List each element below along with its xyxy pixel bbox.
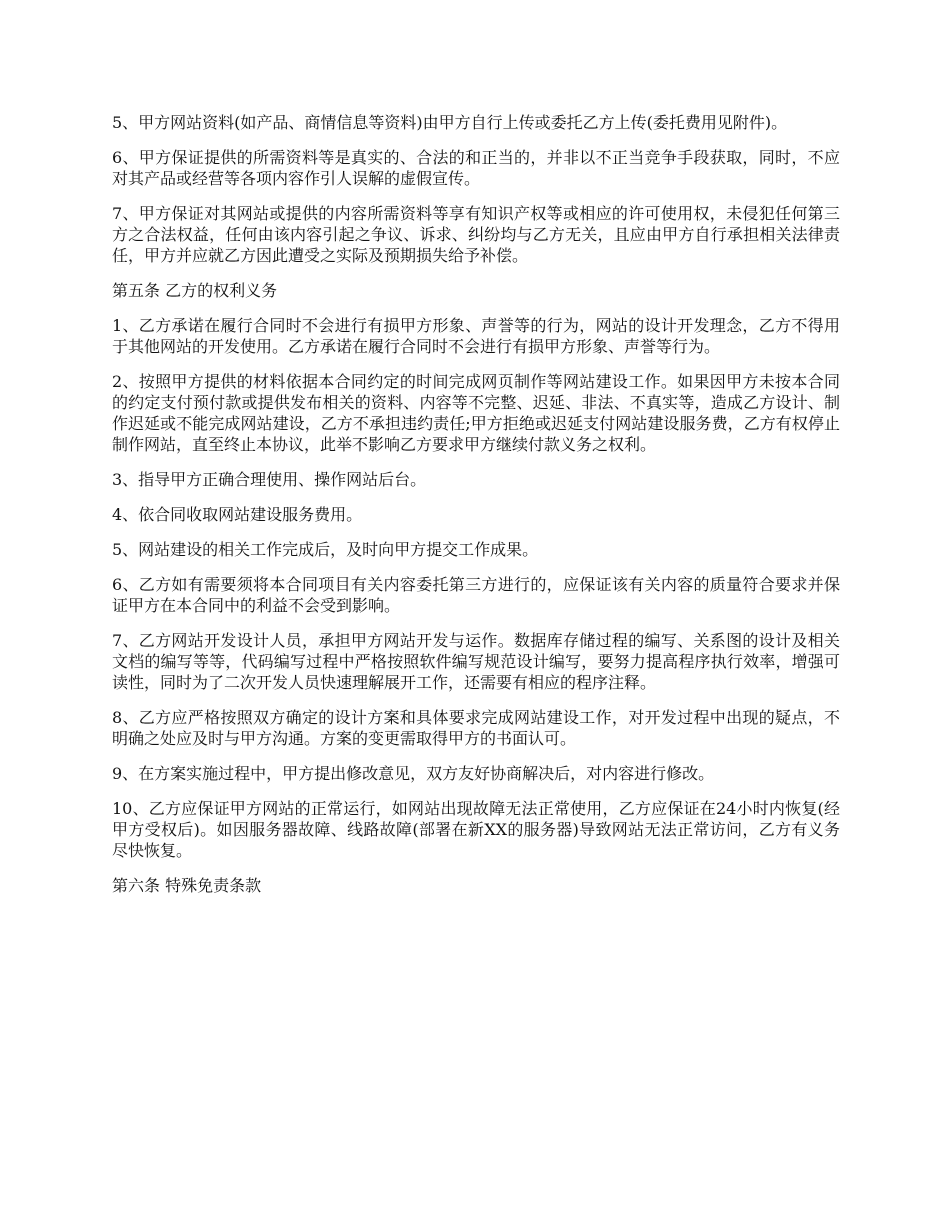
clause-paragraph-b3: 3、指导甲方正确合理使用、操作网站后台。 <box>112 470 427 489</box>
clause-paragraph-b1: 1、乙方承诺在履行合同时不会进行有损甲方形象、声誉等的行为，网站的设计开发理念，乙方不得用于其他网站的开发使用。乙方承诺在履行合同时不会进行有损甲方形象、声誉等行为。 <box>112 316 840 356</box>
document-page <box>112 112 840 910</box>
section-heading-article-5: 第五条 乙方的权利义务 <box>112 281 278 300</box>
clause-paragraph-b4: 4、依合同收取网站建设服务费用。 <box>112 505 363 524</box>
clause-paragraph-b7: 7、乙方网站开发设计人员，承担甲方网站开发与运作。数据库存储过程的编写、关系图的设计及相关文档的编写等等，代码编写过程中严格按照软件编写规范设计编写，要努力提高程序执行效率，增强可读性，同时为了二次开发人员快速理解展开工作，还需要有相应的程序注释。 <box>112 631 840 692</box>
clause-paragraph-b6: 6、乙方如有需要须将本合同项目有关内容委托第三方进行的，应保证该有关内容的质量符合要求并保证甲方在本合同中的利益不会受到影响。 <box>112 575 840 615</box>
section-heading-article-6: 第六条 特殊免责条款 <box>112 876 262 895</box>
clause-paragraph-a5: 5、甲方网站资料(如产品、商情信息等资料)由甲方自行上传或委托乙方上传(委托费用见附件)。 <box>112 113 788 132</box>
clause-paragraph-a6: 6、甲方保证提供的所需资料等是真实的、合法的和正当的，并非以不正当竞争手段获取，同时，不应对其产品或经营等各项内容作引人误解的虚假宣传。 <box>112 148 840 188</box>
clause-paragraph-b9: 9、在方案实施过程中，甲方提出修改意见，双方友好协商解决后，对内容进行修改。 <box>112 764 715 783</box>
clause-paragraph-b10: 10、乙方应保证甲方网站的正常运行，如网站出现故障无法正常使用，乙方应保证在24小时内恢复(经甲方受权后)。如因服务器故障、线路故障(部署在新XX的服务器)导致网站无法正常访问，乙方有义务尽快恢复。 <box>112 799 840 860</box>
clause-paragraph-b5: 5、网站建设的相关工作完成后，及时向甲方提交工作成果。 <box>112 540 539 559</box>
clause-paragraph-b2: 2、按照甲方提供的材料依据本合同约定的时间完成网页制作等网站建设工作。如果因甲方未按本合同的约定支付预付款或提供发布相关的资料、内容等不完整、迟延、非法、不真实等，造成乙方设计、制作迟延或不能完成网站建设，乙方不承担违约责任;甲方拒绝或迟延支付网站建设服务费，乙方有权停止制作网站，直至终止本协议，此举不影响乙方要求甲方继续付款义务之权利。 <box>112 372 840 454</box>
clause-paragraph-b8: 8、乙方应严格按照双方确定的设计方案和具体要求完成网站建设工作，对开发过程中出现的疑点，不明确之处应及时与甲方沟通。方案的变更需取得甲方的书面认可。 <box>112 708 840 748</box>
clause-paragraph-a7: 7、甲方保证对其网站或提供的内容所需资料等享有知识产权等或相应的许可使用权，未侵犯任何第三方之合法权益，任何由该内容引起之争议、诉求、纠纷均与乙方无关，且应由甲方自行承担相关法律责任，甲方并应就乙方因此遭受之实际及预期损失给予补偿。 <box>112 204 840 265</box>
